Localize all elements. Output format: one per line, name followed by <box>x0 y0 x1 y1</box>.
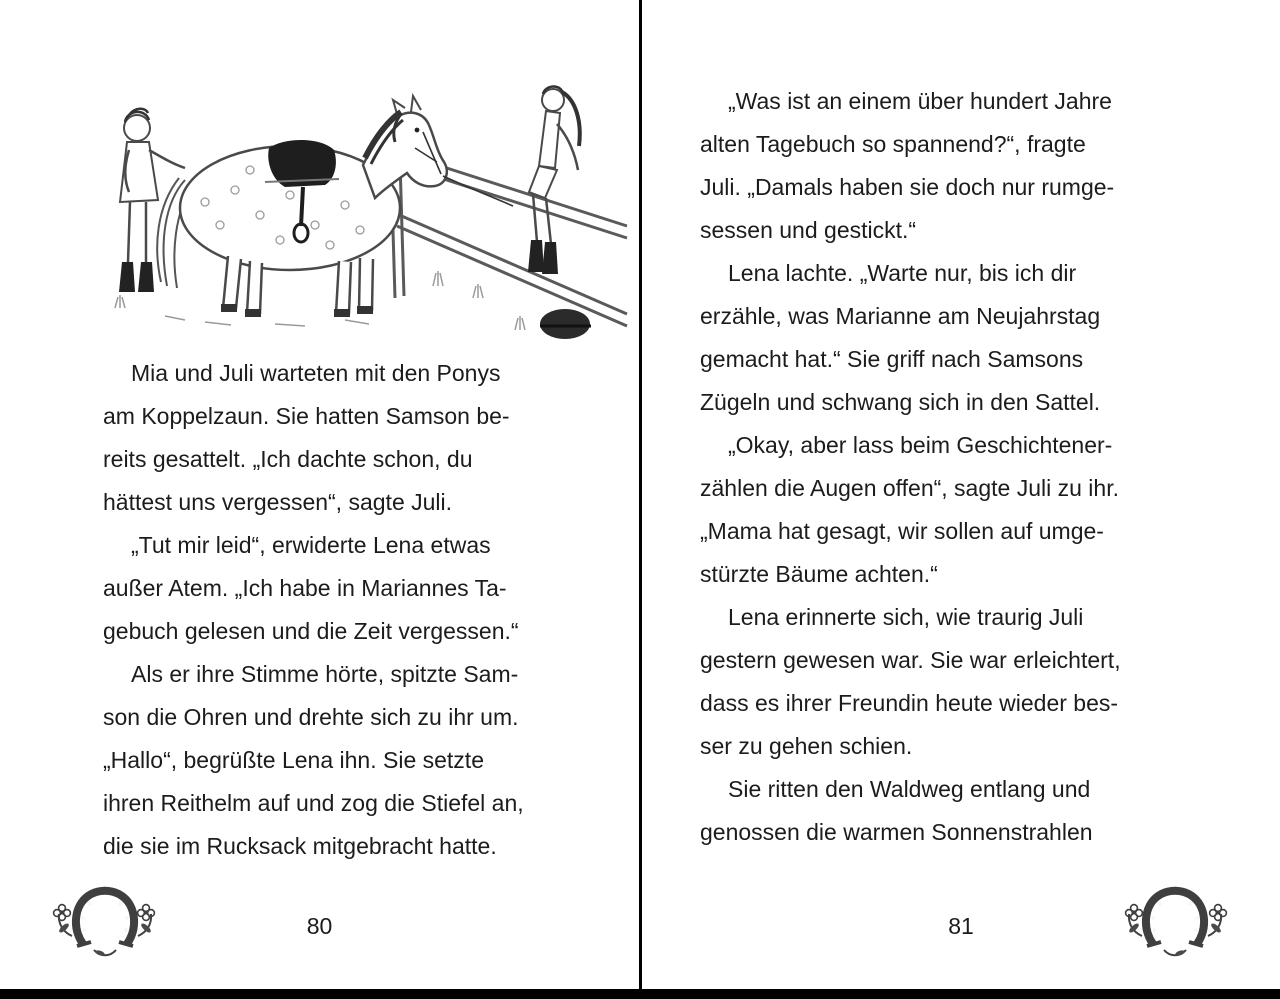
paragraph <box>103 524 583 653</box>
text-line: am Koppelzaun. Sie hatten Samson be- <box>103 403 510 429</box>
paragraph <box>700 80 1200 252</box>
text-line: „Was ist an einem über hundert Jahre <box>728 88 1112 114</box>
text-line: genossen die warmen Sonnenstrahlen <box>700 819 1093 845</box>
paragraph <box>700 252 1200 424</box>
text-line: alten Tagebuch so spannend?“, fragte <box>700 131 1086 157</box>
text-line: dass es ihrer Freundin heute wieder bes- <box>700 690 1119 716</box>
text-line: Als er ihre Stimme hörte, spitzte Sam- <box>131 661 519 687</box>
text-line: ihren Reithelm auf und zog die Stiefel an, <box>103 790 524 816</box>
text-line: reits gesattelt. „Ich dachte schon, du <box>103 446 473 472</box>
page-left <box>0 0 639 989</box>
text-line: Juli. „Damals haben sie doch nur rumge- <box>700 174 1115 200</box>
horseshoe-ornament-icon <box>50 880 158 964</box>
text-line: „Okay, aber lass beim Geschichtener- <box>728 432 1113 458</box>
paragraph <box>700 596 1200 768</box>
pony-paddock-illustration <box>45 30 630 348</box>
girl-figure <box>528 86 580 274</box>
horseshoe-ornament-icon <box>1122 880 1230 964</box>
text-line: „Hallo“, begrüßte Lena ihn. Sie setzte <box>103 747 484 773</box>
text-line: „Tut mir leid“, erwiderte Lena etwas <box>131 532 491 558</box>
text-line: Lena erinnerte sich, wie traurig Juli <box>728 604 1084 630</box>
text-line: son die Ohren und drehte sich zu ihr um. <box>103 704 519 730</box>
text-line: Zügeln und schwang sich in den Sattel. <box>700 389 1101 415</box>
pony-eye <box>415 128 420 133</box>
text-line: „Mama hat gesagt, wir sollen auf umge- <box>700 518 1104 544</box>
left-page-text <box>103 352 583 868</box>
text-line: die sie im Rucksack mitgebracht hatte. <box>103 833 497 859</box>
text-line: gemacht hat.“ Sie griff nach Samsons <box>700 346 1084 372</box>
text-line: Sie ritten den Waldweg entlang und <box>728 776 1091 802</box>
text-line: gestern gewesen war. Sie war erleichtert, <box>700 647 1121 673</box>
text-line: stürzte Bäume achten.“ <box>700 561 938 587</box>
text-line: ser zu gehen schien. <box>700 733 913 759</box>
text-line: erzähle, was Marianne am Neujahrstag <box>700 303 1101 329</box>
right-page-text <box>700 80 1200 854</box>
text-line: Lena lachte. „Warte nur, bis ich dir <box>728 260 1077 286</box>
page-number-right: 81 <box>948 913 974 939</box>
text-line: außer Atem. „Ich habe in Mariannes Ta- <box>103 575 507 601</box>
text-line: gebuch gelesen und die Zeit vergessen.“ <box>103 618 519 644</box>
page-number-left: 80 <box>306 913 333 939</box>
paragraph <box>103 352 583 524</box>
paragraph <box>103 653 583 868</box>
paragraph <box>700 768 1200 854</box>
text-line: sessen und gestickt.“ <box>700 217 917 243</box>
text-line: Mia und Juli warteten mit den Ponys <box>131 360 501 386</box>
paragraph <box>700 424 1200 596</box>
helmet <box>540 309 591 339</box>
text-line: hättest uns vergessen“, sagte Juli. <box>103 489 453 515</box>
page-right <box>642 0 1280 989</box>
page-divider <box>639 0 642 999</box>
text-line: zählen die Augen offen“, sagte Juli zu ihr. <box>700 475 1119 501</box>
bottom-edge <box>0 989 1280 999</box>
